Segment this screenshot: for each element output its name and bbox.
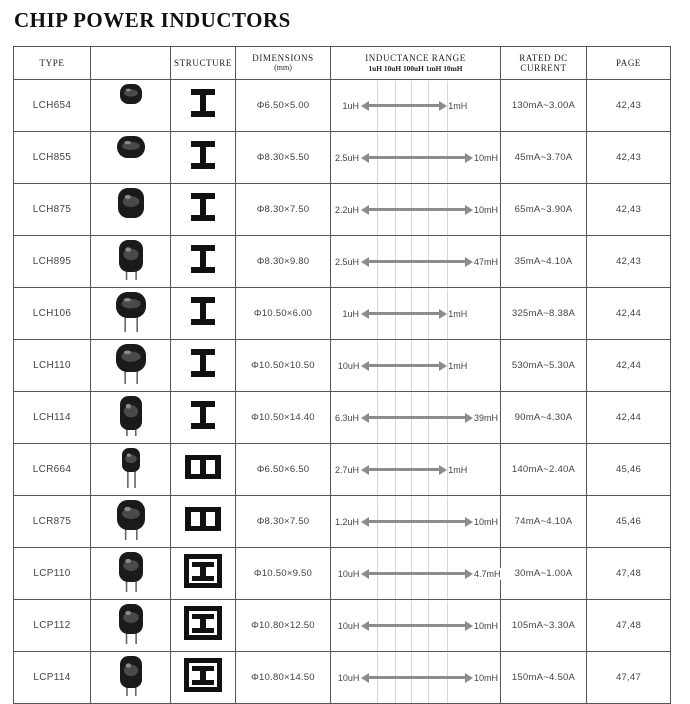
rated-current: 105mA~3.30A bbox=[501, 600, 587, 652]
rated-current: 140mA~2.40A bbox=[501, 444, 587, 496]
part-type: LCH875 bbox=[14, 184, 91, 236]
part-image-cell bbox=[91, 80, 171, 132]
structure-cell bbox=[171, 80, 236, 132]
range-min-label: 2.5uH bbox=[334, 152, 359, 163]
rated-current: 74mA~4.10A bbox=[501, 496, 587, 548]
header-rated-line1: RATED DC bbox=[519, 53, 568, 63]
header-inductance bbox=[331, 47, 501, 80]
page-ref: 42,44 bbox=[587, 392, 671, 444]
range-min-label: 1uH bbox=[342, 308, 359, 319]
page-ref: 42,44 bbox=[587, 340, 671, 392]
header-dimensions bbox=[236, 47, 331, 80]
part-type: LCH855 bbox=[14, 132, 91, 184]
header-rated-current bbox=[501, 47, 587, 80]
inductance-range-cell bbox=[331, 496, 501, 548]
rated-current: 35mA~4.10A bbox=[501, 236, 587, 288]
structure-cell bbox=[171, 652, 236, 704]
part-image-cell bbox=[91, 236, 171, 288]
part-image-cell bbox=[91, 600, 171, 652]
range-arrow bbox=[361, 621, 473, 631]
part-type: LCH114 bbox=[14, 392, 91, 444]
range-max-label: 4.7mH bbox=[474, 568, 501, 579]
inductor-photo bbox=[109, 652, 153, 698]
h-core-structure-icon bbox=[181, 291, 225, 331]
page-title: CHIP POWER INDUCTORS bbox=[14, 8, 291, 32]
range-max-label: 47mH bbox=[474, 256, 499, 267]
part-image-cell bbox=[91, 184, 171, 236]
inductance-range-cell bbox=[331, 652, 501, 704]
dimensions: Φ10.80×12.50 bbox=[236, 600, 331, 652]
h-core-structure-icon bbox=[181, 187, 225, 227]
rated-current: 90mA~4.30A bbox=[501, 392, 587, 444]
range-arrow bbox=[361, 517, 473, 527]
table-row bbox=[14, 236, 671, 288]
h-core-structure-icon bbox=[181, 83, 225, 123]
part-type: LCP112 bbox=[14, 600, 91, 652]
page-ref: 42,43 bbox=[587, 236, 671, 288]
table-row bbox=[14, 288, 671, 340]
structure-cell bbox=[171, 132, 236, 184]
header-image bbox=[91, 47, 171, 80]
dimensions: Φ6.50×6.50 bbox=[236, 444, 331, 496]
table-row bbox=[14, 392, 671, 444]
dimensions: Φ10.50×10.50 bbox=[236, 340, 331, 392]
header-row bbox=[14, 47, 671, 80]
table-row bbox=[14, 496, 671, 548]
inductor-photo bbox=[109, 392, 153, 438]
table-row bbox=[14, 132, 671, 184]
header-dimensions-unit: (mm) bbox=[274, 63, 292, 72]
table-row bbox=[14, 600, 671, 652]
rated-current: 130mA~3.00A bbox=[501, 80, 587, 132]
range-max-label: 10mH bbox=[474, 152, 499, 163]
header-structure: STRUCTURE bbox=[171, 47, 236, 80]
dimensions: Φ8.30×9.80 bbox=[236, 236, 331, 288]
h-core-structure-icon bbox=[181, 135, 225, 175]
table-row bbox=[14, 652, 671, 704]
part-type: LCH110 bbox=[14, 340, 91, 392]
page-ref: 42,43 bbox=[587, 132, 671, 184]
part-image-cell bbox=[91, 288, 171, 340]
header-inductance-label: INDUCTANCE RANGE bbox=[365, 52, 466, 63]
table-row bbox=[14, 548, 671, 600]
inductor-photo bbox=[109, 132, 153, 178]
h-core-structure-icon bbox=[181, 395, 225, 435]
range-min-label: 1.2uH bbox=[334, 516, 359, 527]
h-core-structure-icon bbox=[181, 239, 225, 279]
inductance-range-cell bbox=[331, 132, 501, 184]
inductance-range-cell bbox=[331, 80, 501, 132]
part-image-cell bbox=[91, 652, 171, 704]
header-inductance-scale: 1uH 10uH 100uH 1mH 10mH bbox=[368, 63, 463, 73]
dimensions: Φ10.50×14.40 bbox=[236, 392, 331, 444]
inductor-photo bbox=[109, 548, 153, 594]
page-ref: 45,46 bbox=[587, 444, 671, 496]
range-max-label: 10mH bbox=[474, 516, 499, 527]
p-core-structure-icon bbox=[181, 603, 225, 643]
part-image-cell bbox=[91, 444, 171, 496]
dimensions: Φ10.50×9.50 bbox=[236, 548, 331, 600]
range-arrow bbox=[361, 413, 473, 423]
range-arrow bbox=[361, 361, 447, 371]
part-type: LCP110 bbox=[14, 548, 91, 600]
inductance-range-cell bbox=[331, 340, 501, 392]
part-type: LCP114 bbox=[14, 652, 91, 704]
dimensions: Φ10.80×14.50 bbox=[236, 652, 331, 704]
range-max-label: 1mH bbox=[448, 100, 468, 111]
inductor-photo bbox=[109, 444, 153, 490]
range-arrow bbox=[361, 257, 473, 267]
range-arrow bbox=[361, 569, 473, 579]
part-type: LCH654 bbox=[14, 80, 91, 132]
inductor-photo bbox=[109, 600, 153, 646]
inductor-photo bbox=[109, 80, 153, 126]
range-max-label: 10mH bbox=[474, 620, 499, 631]
inductor-photo bbox=[109, 236, 153, 282]
inductance-range-cell bbox=[331, 548, 501, 600]
inductance-range-cell bbox=[331, 600, 501, 652]
range-min-label: 10uH bbox=[337, 568, 360, 579]
header-page: PAGE bbox=[587, 47, 671, 80]
part-type: LCR664 bbox=[14, 444, 91, 496]
inductance-range-cell bbox=[331, 236, 501, 288]
part-type: LCH106 bbox=[14, 288, 91, 340]
p-core-structure-icon bbox=[181, 551, 225, 591]
rated-current: 65mA~3.90A bbox=[501, 184, 587, 236]
range-max-label: 10mH bbox=[474, 204, 499, 215]
structure-cell bbox=[171, 340, 236, 392]
page-ref: 47,47 bbox=[587, 652, 671, 704]
rated-current: 325mA~8.38A bbox=[501, 288, 587, 340]
dimensions: Φ6.50×5.00 bbox=[236, 80, 331, 132]
range-arrow bbox=[361, 153, 473, 163]
inductance-range-cell bbox=[331, 392, 501, 444]
part-image-cell bbox=[91, 340, 171, 392]
header-rated-line2: CURRENT bbox=[520, 63, 567, 73]
page-ref: 42,43 bbox=[587, 80, 671, 132]
rated-current: 30mA~1.00A bbox=[501, 548, 587, 600]
range-arrow bbox=[361, 673, 473, 683]
table-row bbox=[14, 340, 671, 392]
inductor-photo bbox=[109, 288, 153, 334]
p-core-structure-icon bbox=[181, 655, 225, 695]
structure-cell bbox=[171, 600, 236, 652]
structure-cell bbox=[171, 288, 236, 340]
structure-cell bbox=[171, 548, 236, 600]
structure-cell bbox=[171, 392, 236, 444]
r-core-structure-icon bbox=[181, 499, 225, 539]
structure-cell bbox=[171, 444, 236, 496]
range-min-label: 2.5uH bbox=[334, 256, 359, 267]
table-row bbox=[14, 444, 671, 496]
inductor-photo bbox=[109, 496, 153, 542]
inductance-range-cell bbox=[331, 288, 501, 340]
part-type: LCH895 bbox=[14, 236, 91, 288]
part-type: LCR875 bbox=[14, 496, 91, 548]
inductance-range-cell bbox=[331, 444, 501, 496]
dimensions: Φ8.30×5.50 bbox=[236, 132, 331, 184]
part-image-cell bbox=[91, 496, 171, 548]
range-max-label: 1mH bbox=[448, 360, 468, 371]
header-dimensions-label: DIMENSIONS bbox=[252, 53, 314, 63]
table-row bbox=[14, 80, 671, 132]
range-max-label: 39mH bbox=[474, 412, 499, 423]
structure-cell bbox=[171, 184, 236, 236]
structure-cell bbox=[171, 236, 236, 288]
table-row bbox=[14, 184, 671, 236]
rated-current: 530mA~5.30A bbox=[501, 340, 587, 392]
part-image-cell bbox=[91, 548, 171, 600]
range-max-label: 1mH bbox=[448, 464, 468, 475]
page-ref: 47,48 bbox=[587, 600, 671, 652]
range-min-label: 1uH bbox=[342, 100, 359, 111]
range-arrow bbox=[361, 205, 473, 215]
range-max-label: 10mH bbox=[474, 672, 499, 683]
rated-current: 150mA~4.50A bbox=[501, 652, 587, 704]
range-min-label: 10uH bbox=[337, 360, 360, 371]
inductor-photo bbox=[109, 184, 153, 230]
range-min-label: 10uH bbox=[337, 620, 360, 631]
rated-current: 45mA~3.70A bbox=[501, 132, 587, 184]
structure-cell bbox=[171, 496, 236, 548]
page-ref: 45,46 bbox=[587, 496, 671, 548]
range-max-label: 1mH bbox=[448, 308, 468, 319]
header-type: TYPE bbox=[14, 47, 91, 80]
part-image-cell bbox=[91, 132, 171, 184]
dimensions: Φ10.50×6.00 bbox=[236, 288, 331, 340]
inductor-photo bbox=[109, 340, 153, 386]
range-arrow bbox=[361, 101, 447, 111]
dimensions: Φ8.30×7.50 bbox=[236, 184, 331, 236]
page-ref: 42,43 bbox=[587, 184, 671, 236]
r-core-structure-icon bbox=[181, 447, 225, 487]
page-ref: 47,48 bbox=[587, 548, 671, 600]
part-image-cell bbox=[91, 392, 171, 444]
range-min-label: 2.2uH bbox=[334, 204, 359, 215]
range-min-label: 2.7uH bbox=[334, 464, 359, 475]
inductance-range-cell bbox=[331, 184, 501, 236]
range-min-label: 10uH bbox=[337, 672, 360, 683]
inductor-spec-table bbox=[13, 46, 671, 704]
range-min-label: 6.3uH bbox=[334, 412, 359, 423]
page-ref: 42,44 bbox=[587, 288, 671, 340]
dimensions: Φ8.30×7.50 bbox=[236, 496, 331, 548]
range-arrow bbox=[361, 309, 447, 319]
range-arrow bbox=[361, 465, 447, 475]
h-core-structure-icon bbox=[181, 343, 225, 383]
